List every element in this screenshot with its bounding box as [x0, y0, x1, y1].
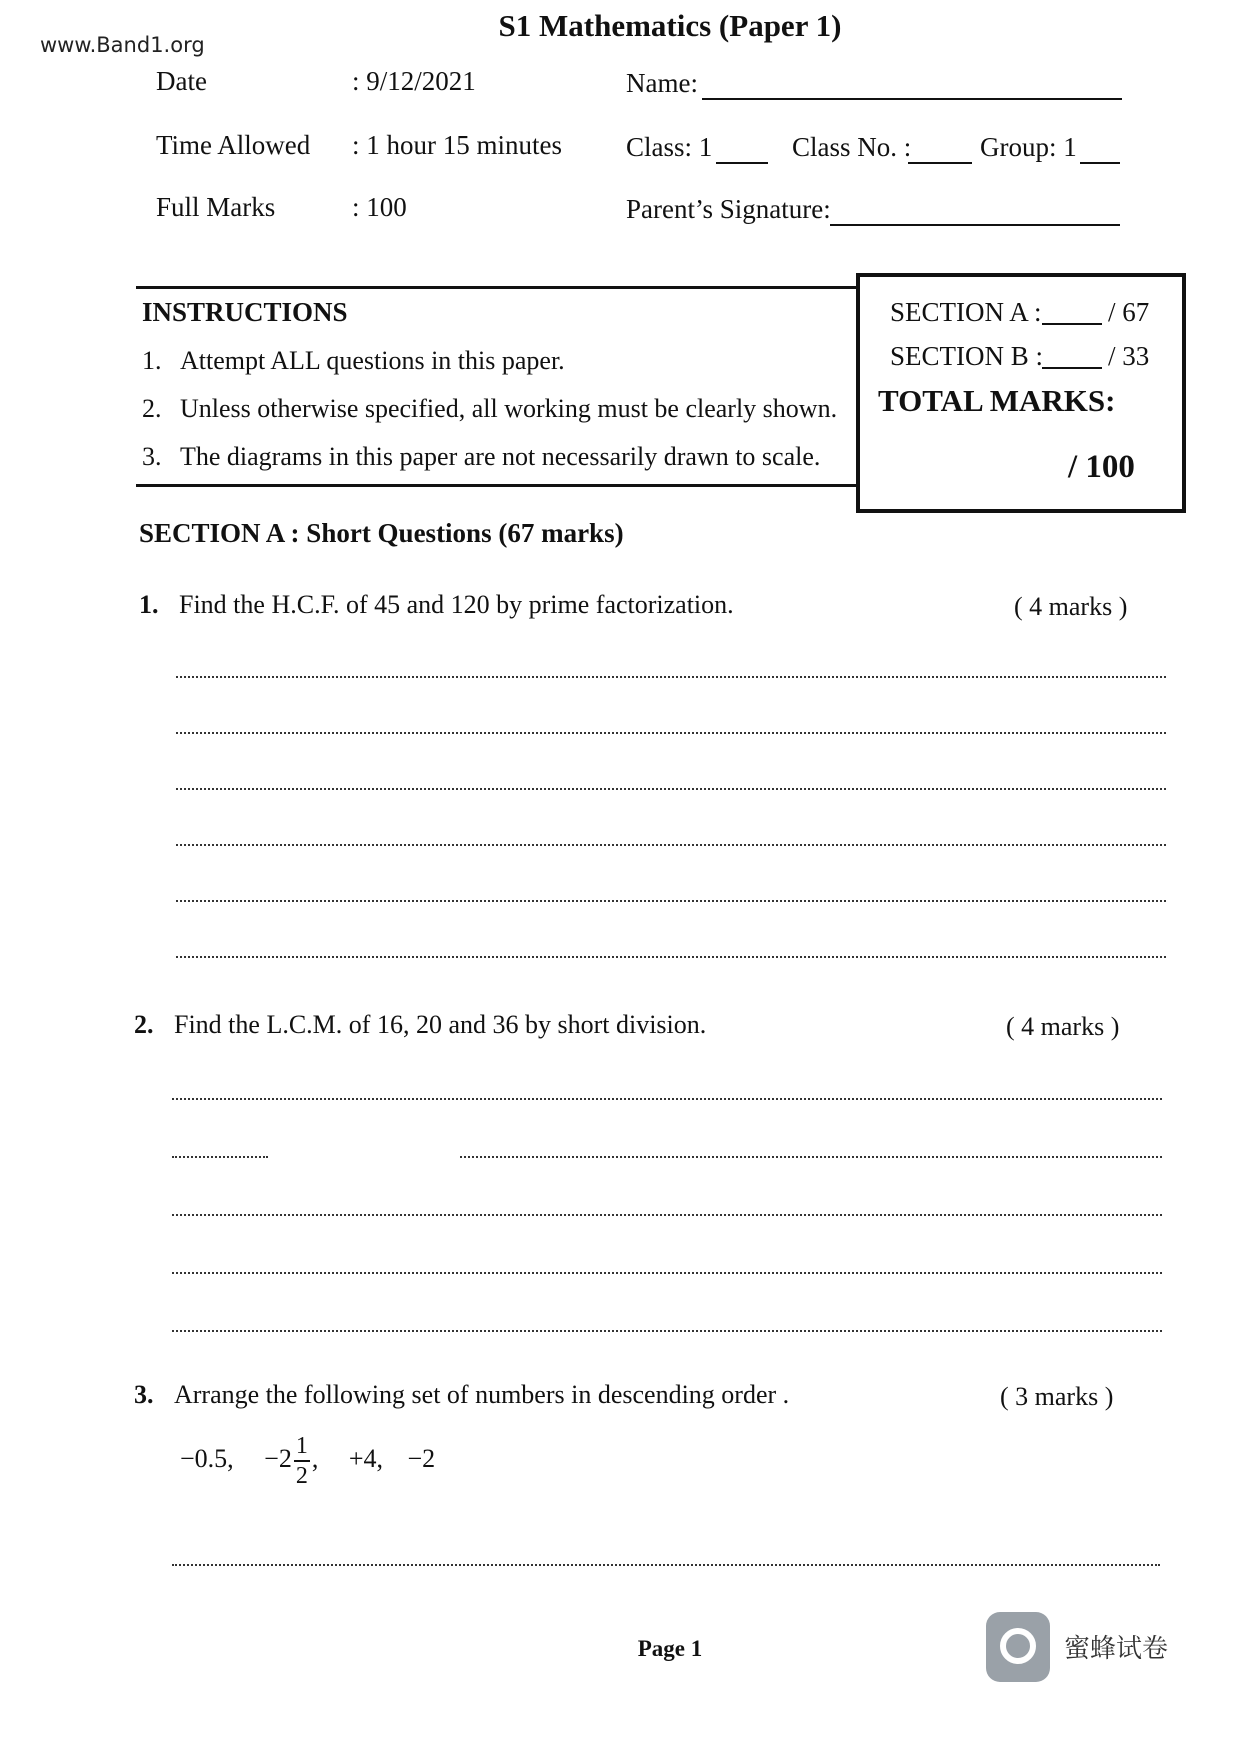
class-label: Class: 1	[626, 132, 713, 162]
instructions-bottom-rule	[136, 484, 858, 487]
answer-line[interactable]	[460, 1156, 1162, 1158]
watermark: www.Band1.org	[40, 33, 205, 57]
signature-field[interactable]	[830, 224, 1120, 226]
total-marks-value: / 100	[1068, 449, 1135, 485]
answer-line[interactable]	[176, 676, 1166, 678]
date-value: : 9/12/2021	[352, 66, 476, 96]
instructions-heading: INSTRUCTIONS	[142, 297, 348, 327]
answer-line[interactable]	[176, 900, 1166, 902]
time-value: : 1 hour 15 minutes	[352, 130, 562, 160]
section-a-score-field[interactable]	[1042, 323, 1102, 325]
total-marks-label: TOTAL MARKS:	[878, 383, 1116, 418]
instruction-item	[142, 394, 837, 424]
instruction-item	[142, 346, 565, 376]
group-label: Group: 1	[980, 132, 1077, 162]
question-text: Arrange the following set of numbers in descending order .	[174, 1380, 790, 1409]
section-b-score-field[interactable]	[1042, 367, 1102, 369]
answer-line[interactable]	[172, 1272, 1162, 1274]
brand-logo-icon	[986, 1612, 1050, 1682]
number-item: −2	[407, 1443, 436, 1473]
section-a-total: / 67	[1108, 297, 1150, 327]
answer-line[interactable]	[176, 844, 1166, 846]
time-label: Time Allowed	[156, 130, 311, 160]
question-2-marks: ( 4 marks )	[1006, 1012, 1120, 1041]
answer-line[interactable]	[176, 732, 1166, 734]
instruction-number: 2.	[142, 394, 162, 423]
page-number: Page 1	[637, 1636, 703, 1661]
comma: ,	[311, 1443, 319, 1473]
class-no-label: Class No. :	[792, 132, 912, 162]
class-no-field[interactable]	[908, 162, 972, 164]
name-field[interactable]	[702, 98, 1122, 100]
section-a-label: SECTION A :	[890, 297, 1042, 327]
instruction-item	[142, 442, 820, 472]
date-label: Date	[156, 66, 207, 96]
instruction-text: The diagrams in this paper are not necessarily drawn to scale.	[180, 442, 821, 471]
page-title: S1 Mathematics (Paper 1)	[498, 8, 842, 43]
brand-name: 蜜蜂试卷	[1064, 1634, 1169, 1664]
class-field[interactable]	[716, 162, 768, 164]
fraction-denominator: 2	[295, 1463, 308, 1489]
fraction	[294, 1434, 310, 1488]
instructions-top-rule	[136, 286, 858, 289]
answer-line[interactable]	[172, 1330, 1162, 1332]
full-marks-label: Full Marks	[156, 192, 276, 222]
section-b-label: SECTION B :	[890, 341, 1044, 371]
question-3	[134, 1380, 789, 1410]
number-item: −0.5,	[180, 1443, 234, 1473]
question-number: 1.	[139, 590, 159, 619]
section-a-title: SECTION A : Short Questions (67 marks)	[139, 518, 624, 548]
full-marks-value: : 100	[352, 192, 407, 222]
answer-line[interactable]	[172, 1564, 1160, 1566]
answer-line[interactable]	[176, 788, 1166, 790]
question-1	[139, 590, 734, 620]
section-b-total: / 33	[1108, 341, 1150, 371]
instruction-number: 3.	[142, 442, 162, 471]
answer-line[interactable]	[172, 1098, 1162, 1100]
question-2	[134, 1010, 706, 1040]
marks-box	[856, 273, 1186, 513]
question-number: 3.	[134, 1380, 154, 1409]
answer-line[interactable]	[172, 1156, 268, 1158]
answer-line[interactable]	[172, 1214, 1162, 1216]
fraction-numerator: 1	[294, 1434, 310, 1462]
answer-line[interactable]	[176, 956, 1166, 958]
signature-label: Parent’s Signature:	[626, 194, 831, 224]
question-number: 2.	[134, 1010, 154, 1039]
mixed-number	[264, 1433, 325, 1489]
question-3-marks: ( 3 marks )	[1000, 1382, 1114, 1411]
question-text: Find the L.C.M. of 16, 20 and 36 by short division.	[174, 1010, 707, 1039]
question-1-marks: ( 4 marks )	[1014, 592, 1128, 621]
name-label: Name:	[626, 68, 698, 98]
instruction-text: Attempt ALL questions in this paper.	[180, 346, 565, 375]
number-item: +4,	[348, 1443, 384, 1473]
number-set	[180, 1434, 435, 1488]
question-text: Find the H.C.F. of 45 and 120 by prime factorization.	[179, 590, 734, 619]
instruction-text: Unless otherwise specified, all working must be clearly shown.	[180, 394, 838, 423]
mixed-number-whole: −2	[264, 1443, 292, 1473]
group-field[interactable]	[1080, 162, 1120, 164]
instruction-number: 1.	[142, 346, 162, 375]
